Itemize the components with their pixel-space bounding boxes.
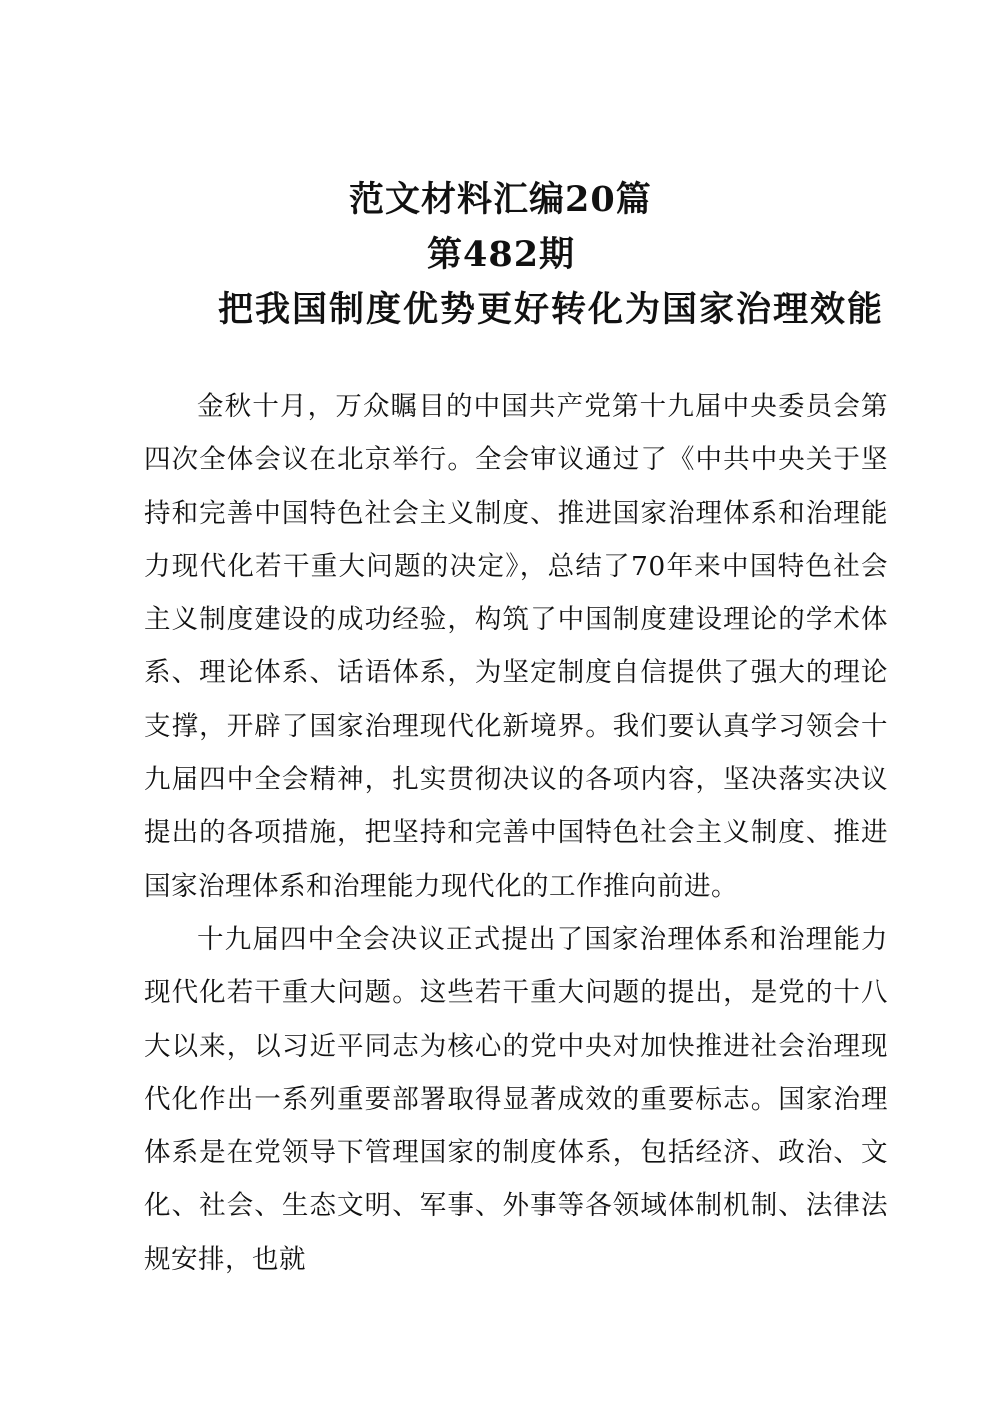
issue-number: 第482期 — [427, 234, 576, 275]
title-block — [0, 172, 992, 337]
article-body — [144, 380, 888, 1286]
collection-title: 范文材料汇编20篇 — [349, 179, 652, 220]
article-title: 把我国制度优势更好转化为国家治理效能 — [218, 289, 885, 330]
paragraph: 十九届四中全会决议正式提出了国家治理体系和治理能力现代化若干重大问题。这些若干重大问题的提出，是党的十八大以来，以习近平同志为核心的党中央对加快推进社会治理现代化作出一系列重要部署取得显著成效的重要标志。国家治理体系是在党领导下管理国家的制度体系，包括经济、政治、文化、社会、生态文明、军事、外事等各领域体制机制、法律法规安排，也就 — [144, 923, 888, 1275]
paragraph: 金秋十月，万众瞩目的中国共产党第十九届中央委员会第四次全体会议在北京举行。全会审议通过了《中共中央关于坚持和完善中国特色社会主义制度、推进国家治理体系和治理能力现代化若干重大问题的决定》，总结了70年来中国特色社会主义制度建设的成功经验，构筑了中国制度建设理论的学术体系、理论体系、话语体系，为坚定制度自信提供了强大的理论支撑，开辟了国家治理现代化新境界。我们要认真学习领会十九届四中全会精神，扎实贯彻决议的各项内容，坚决落实决议提出的各项措施，把坚持和完善中国特色社会主义制度、推进国家治理体系和治理能力现代化的工作推向前进。 — [144, 391, 888, 902]
